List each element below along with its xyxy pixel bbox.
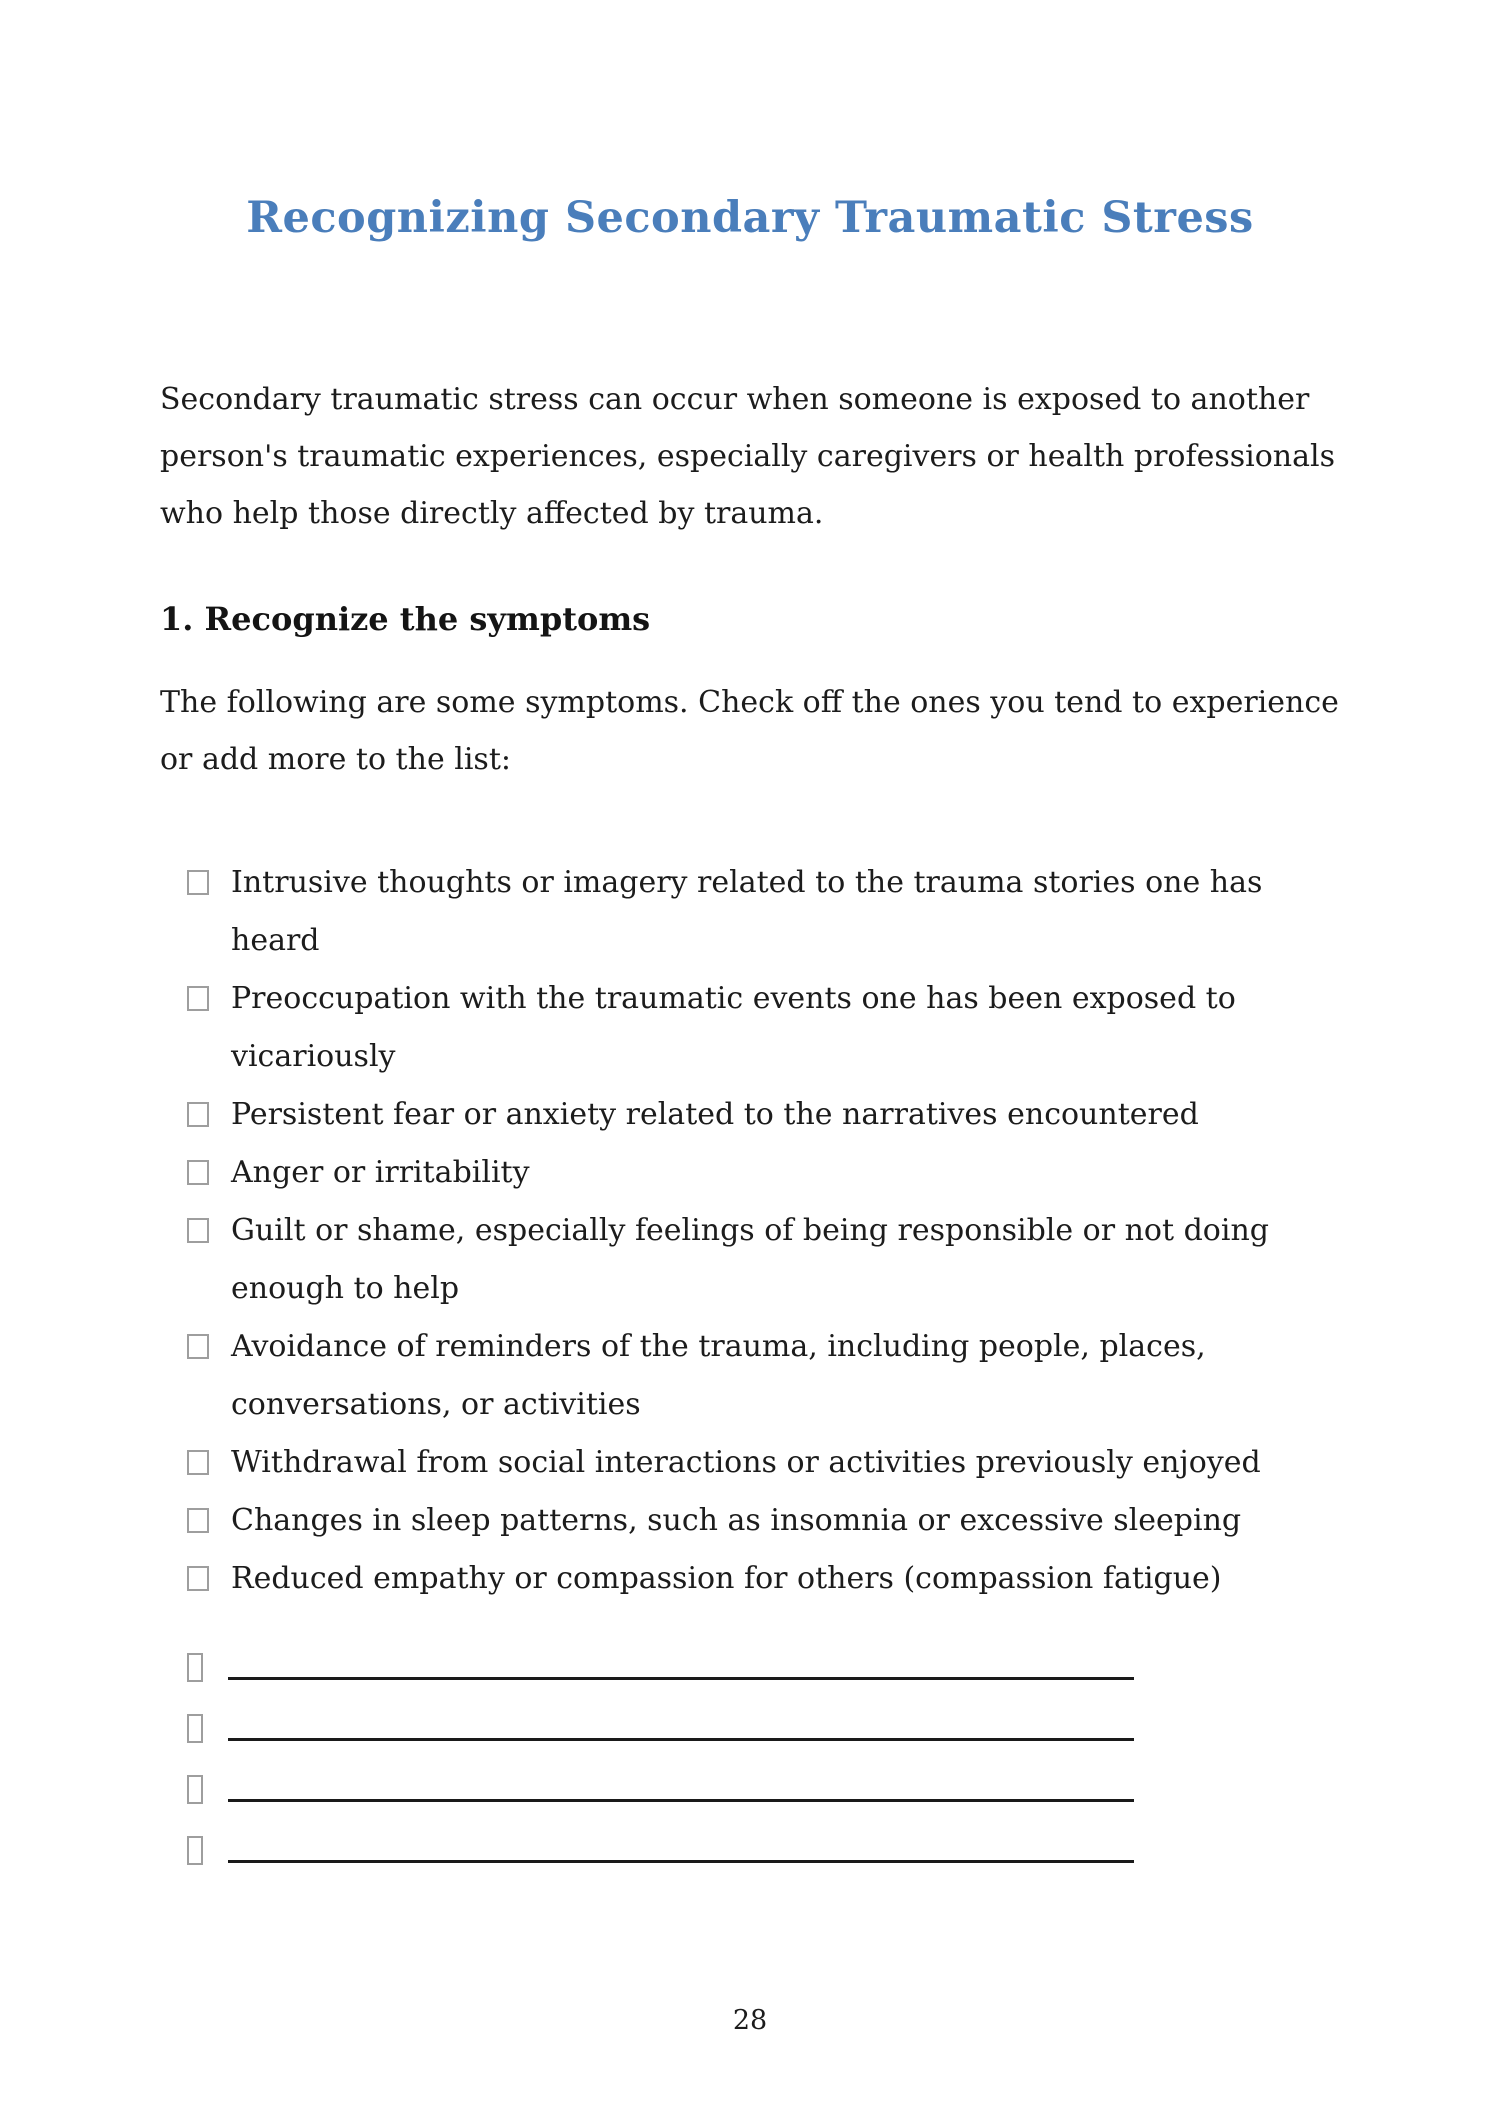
page-content	[160, 193, 1340, 1872]
checklist-item-label: Intrusive thoughts or imagery related to the trauma stories one has heard	[231, 865, 1263, 958]
checklist-item	[160, 970, 1340, 1086]
instructions-paragraph: The following are some symptoms. Check off the ones you tend to experience or add more to the list:	[160, 685, 1339, 777]
checklist-item	[160, 1434, 1340, 1492]
checklist-item-label: Reduced empathy or compassion for others (compassion fatigue)	[231, 1561, 1222, 1596]
checklist-item-label: Withdrawal from social interactions or activities previously enjoyed	[231, 1445, 1261, 1480]
checkbox-unchecked-icon[interactable]	[187, 1653, 203, 1682]
checkbox-unchecked-icon[interactable]	[187, 1450, 209, 1475]
write-in-row	[160, 1689, 1340, 1750]
section-heading: 1. Recognize the symptoms	[160, 600, 651, 638]
write-in-line[interactable]	[228, 1860, 1134, 1863]
write-in-line[interactable]	[228, 1738, 1134, 1741]
checklist-item	[160, 1086, 1340, 1144]
checkbox-unchecked-icon[interactable]	[187, 1714, 203, 1743]
checkbox-unchecked-icon[interactable]	[187, 870, 209, 895]
checkbox-unchecked-icon[interactable]	[187, 1160, 209, 1185]
intro-paragraph: Secondary traumatic stress can occur when someone is exposed to another person's traumatic experiences, especially caregivers or health professionals who help those directly affected by trauma.	[160, 382, 1335, 531]
checkbox-unchecked-icon[interactable]	[187, 1836, 203, 1865]
write-in-line[interactable]	[228, 1799, 1134, 1802]
checklist-item-label: Persistent fear or anxiety related to the narratives encountered	[231, 1097, 1199, 1132]
checkbox-unchecked-icon[interactable]	[187, 1102, 209, 1127]
write-in-row	[160, 1811, 1340, 1872]
checkbox-unchecked-icon[interactable]	[187, 1508, 209, 1533]
checklist-item	[160, 1550, 1340, 1608]
checklist-item-label: Guilt or shame, especially feelings of being responsible or not doing enough to help	[231, 1213, 1269, 1306]
checklist-item-label: Avoidance of reminders of the trauma, including people, places, conversations, or activities	[231, 1329, 1206, 1422]
write-in-line[interactable]	[228, 1677, 1134, 1680]
write-in-row	[160, 1750, 1340, 1811]
checklist-item-label: Anger or irritability	[231, 1155, 530, 1190]
checklist-item	[160, 1144, 1340, 1202]
write-in-rows	[160, 1628, 1340, 1872]
write-in-row	[160, 1628, 1340, 1689]
checklist-item	[160, 1202, 1340, 1318]
checklist-item	[160, 854, 1340, 970]
checkbox-unchecked-icon[interactable]	[187, 1218, 209, 1243]
checklist-item-label: Preoccupation with the traumatic events one has been exposed to vicariously	[231, 981, 1236, 1074]
checkbox-unchecked-icon[interactable]	[187, 1334, 209, 1359]
symptom-checklist	[160, 854, 1340, 1608]
checklist-item	[160, 1318, 1340, 1434]
checklist-item-label: Changes in sleep patterns, such as insomnia or excessive sleeping	[231, 1503, 1242, 1538]
checkbox-unchecked-icon[interactable]	[187, 1566, 209, 1591]
page-title: Recognizing Secondary Traumatic Stress	[246, 193, 1254, 243]
checkbox-unchecked-icon[interactable]	[187, 986, 209, 1011]
page-number: 28	[732, 2005, 768, 2036]
checklist-item	[160, 1492, 1340, 1550]
checkbox-unchecked-icon[interactable]	[187, 1775, 203, 1804]
